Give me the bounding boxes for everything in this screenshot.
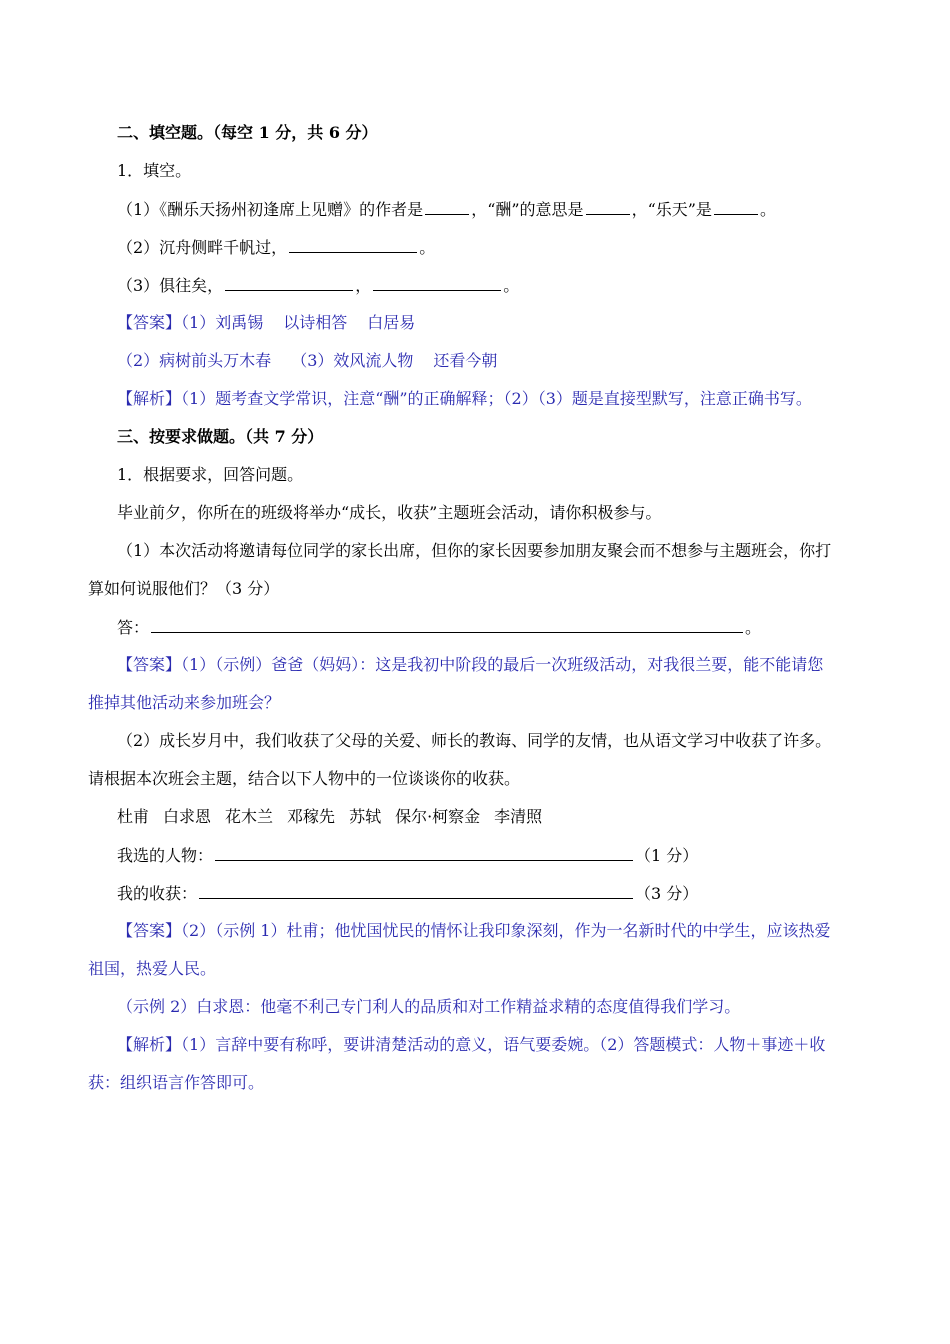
blank-line-3a [225, 275, 353, 291]
part1-answer-line: 答： 。 [117, 618, 762, 637]
gain-line: 我的收获： （3 分） [117, 884, 699, 903]
question-1-2: （2）沉舟侧畔千帆过， 。 [117, 238, 436, 257]
analysis-section2: 【解析】（1）题考查文学常识，注意“酬”的正确解释；（2）（3）题是直接型默写，注意正确书写。 [117, 389, 812, 408]
person-choice-line: 我选的人物： （1 分） [117, 846, 699, 865]
analysis-section3-line1: 【解析】（1）言辞中要有称呼，要讲清楚活动的意义，语气要委婉。（2）答题模式：人物＋事迹＋收 [117, 1035, 826, 1054]
person-4: 苏轼 [349, 807, 382, 826]
person-5: 保尔·柯察金 [395, 807, 481, 826]
answer-part2-line1: 【答案】（2）（示例 1）杜甫；他忧国忧民的情怀让我印象深刻，作为一名新时代的中学生，应该热爱 [117, 921, 831, 940]
answer-blank [151, 617, 743, 633]
question-1-label: 1．填空。 [117, 161, 192, 180]
part2-line2: 请根据本次班会主题，结合以下人物中的一位谈谈你的收获。 [88, 769, 521, 788]
section-title-tasks: 三、按要求做题。（共 7 分） [117, 427, 324, 446]
section-title-fill-in: 二、填空题。（每空 1 分，共 6 分） [117, 123, 378, 142]
person-2: 花木兰 [225, 807, 274, 826]
answer-part2-line3: （示例 2）白求恩：他毫不利己专门利人的品质和对工作精益求精的态度值得我们学习。 [117, 997, 741, 1016]
person-1: 白求恩 [163, 807, 212, 826]
person-0: 杜甫 [117, 807, 150, 826]
person-6: 李清照 [494, 807, 543, 826]
person-3: 邓稼先 [287, 807, 336, 826]
question-1-1: （1）《酬乐天扬州初逢席上见赠》的作者是 ，“酬”的意思是 ，“乐天”是 。 [117, 200, 776, 219]
answer-part1-line1: 【答案】（1）（示例）爸爸（妈妈）：这是我初中阶段的最后一次班级活动，对我很兰要，能不能请您 [117, 655, 824, 674]
section3-question-1-label: 1．根据要求，回答问题。 [117, 465, 304, 484]
answer-part1-line2: 推掉其他活动来参加班会？ [88, 693, 281, 712]
blank-line-2 [289, 237, 417, 253]
blank-meaning [586, 199, 630, 215]
part1-line1: （1）本次活动将邀请每位同学的家长出席，但你的家长因要参加朋友聚会而不想参与主题班会，你打 [117, 541, 832, 560]
blank-letian [714, 199, 758, 215]
blank-line-3b [373, 275, 501, 291]
person-blank [215, 845, 633, 861]
part1-line2: 算如何说服他们？（3 分） [88, 579, 280, 598]
answer-section2-line2: （2）病树前头万木春 （3）效风流人物 还看今朝 [117, 351, 498, 370]
part2-line1: （2）成长岁月中，我们收获了父母的关爱、师长的教诲、同学的友情，也从语文学习中收获了许多。 [117, 731, 832, 750]
answer-section2-line1: 【答案】（1）刘禹锡 以诗相答 白居易 [117, 313, 416, 332]
analysis-section3-line2: 获：组织语言作答即可。 [88, 1073, 265, 1092]
question-1-3: （3）俱往矣， ， 。 [117, 276, 520, 295]
gain-blank [199, 883, 633, 899]
blank-author [425, 199, 469, 215]
section3-intro: 毕业前夕，你所在的班级将举办“成长，收获”主题班会活动，请你积极参与。 [117, 503, 662, 522]
answer-part2-line2: 祖国，热爱人民。 [88, 959, 217, 978]
people-list [117, 807, 542, 827]
